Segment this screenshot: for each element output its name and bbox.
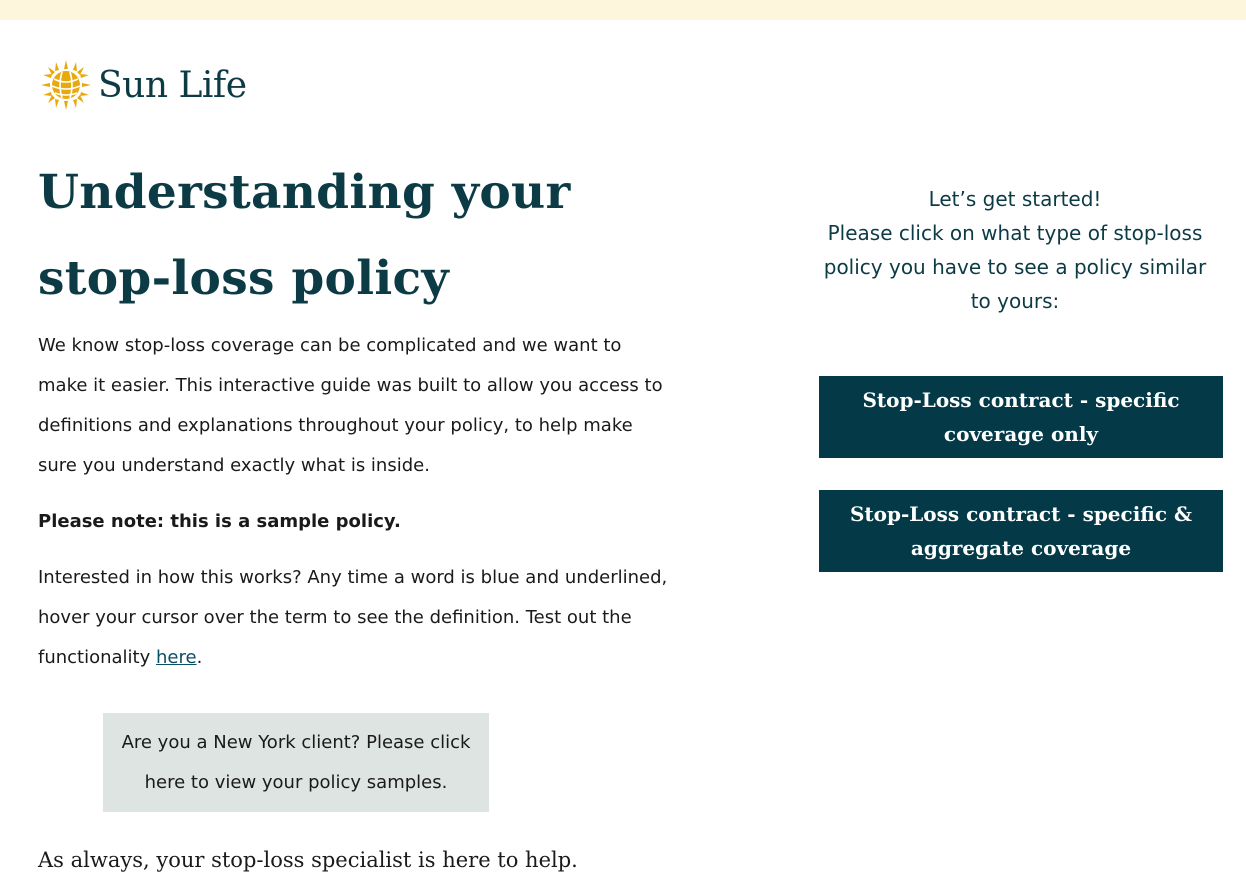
page-title: Understanding your stop-loss policy xyxy=(38,165,571,306)
sun-life-logo[interactable] xyxy=(40,60,247,110)
test-functionality-link[interactable]: here xyxy=(156,647,197,668)
get-started-panel xyxy=(812,182,1218,318)
get-started-heading: Let’s get started! xyxy=(928,187,1102,211)
closing-text: As always, your stop-loss specialist is here to help. xyxy=(38,848,578,872)
sun-logo-icon xyxy=(40,59,92,111)
new-york-client-label: Are you a New York client? Please click here to view your policy samples. xyxy=(121,731,471,793)
how-it-works-suffix: . xyxy=(196,647,203,668)
logo-wordmark: Sun Life xyxy=(98,64,247,106)
how-it-works-paragraph xyxy=(38,558,668,678)
specific-coverage-button[interactable]: Stop-Loss contract - specific coverage only xyxy=(819,376,1223,458)
new-york-client-button[interactable] xyxy=(103,713,489,812)
intro-paragraph: We know stop-loss coverage can be complicated and we want to make it easier. This interactive guide was built to allow you access to definitions and explanations throughout your policy, to help make sure you understand exactly what is inside. xyxy=(38,335,663,476)
top-banner xyxy=(0,0,1246,20)
specific-aggregate-coverage-button[interactable]: Stop-Loss contract - specific & aggregate coverage xyxy=(819,490,1223,572)
how-it-works-text: Interested in how this works? Any time a word is blue and underlined, hover your cursor over the term to see the definition. Test out the functionality xyxy=(38,567,668,668)
get-started-instruction: Please click on what type of stop-loss policy you have to see a policy similar to yours: xyxy=(823,221,1207,313)
sample-note: Please note: this is a sample policy. xyxy=(38,511,401,532)
